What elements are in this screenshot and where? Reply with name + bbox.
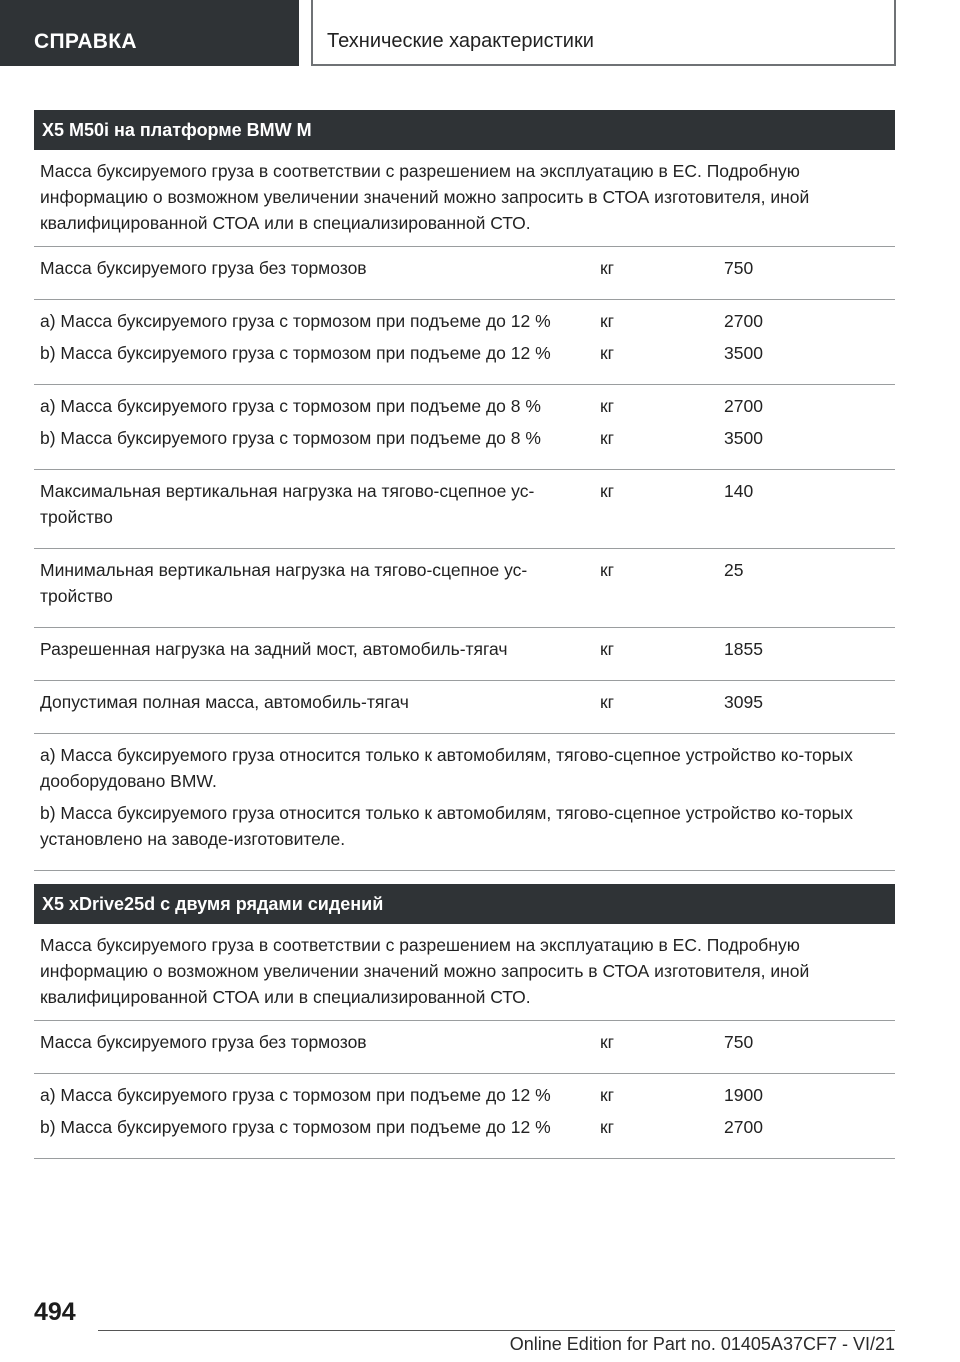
spec-label-cell [34,247,593,299]
spec-unit: кг [600,1117,615,1137]
table-row [34,549,895,628]
spec-section-x5-m50i [34,110,895,871]
spec-value-cell [724,300,895,384]
spec-value: 1855 [724,639,763,659]
section-title: X5 xDrive25d с двумя рядами сидений [34,884,895,924]
spec-unit-cell [593,1021,724,1073]
spec-label: Допустимая полная масса, автомобиль-тягач [40,692,409,712]
table-row [34,681,895,734]
spec-value: 3500 [724,343,763,363]
edition-note: Online Edition for Part no. 01405A37CF7 - VI/21 [509,1334,895,1354]
spec-table [34,1021,895,1159]
spec-value: 2700 [724,396,763,416]
spec-unit: кг [600,1032,615,1052]
spec-value: 25 [724,560,744,580]
spec-label: Минимальная вертикальная нагрузка на тягово-сцепное ус-тройство [40,560,528,606]
spec-value: 1900 [724,1085,763,1105]
spec-value-cell [724,549,895,627]
spec-unit-cell [593,549,724,627]
spec-label: a) Масса буксируемого груза с тормозом при подъеме до 12 % [40,1085,551,1105]
spec-value: 140 [724,481,754,501]
spec-value: 750 [724,258,754,278]
spec-label: Максимальная вертикальная нагрузка на тягово-сцепное ус-тройство [40,481,535,527]
table-row [34,247,895,300]
spec-unit-cell [593,1074,724,1158]
spec-label-cell [34,470,593,548]
spec-value-cell [724,1021,895,1073]
spec-unit-cell [593,247,724,299]
spec-label: Масса буксируемого груза без тормозов [40,1032,367,1052]
spec-unit: кг [600,311,615,331]
table-row [34,300,895,385]
table-row [34,1074,895,1159]
spec-unit: кг [600,639,615,659]
spec-value-cell [724,470,895,548]
spec-value: 750 [724,1032,754,1052]
footnote: a) Масса буксируемого груза относится только к автомобилям, тягово-сцепное устройство ко-торых дооборудовано BMW. [40,745,853,791]
spec-label: Разрешенная нагрузка на задний мост, автомобиль-тягач [40,639,508,659]
spec-label: a) Масса буксируемого груза с тормозом при подъеме до 12 % [40,311,551,331]
spec-label-cell [34,300,593,384]
spec-unit: кг [600,396,615,416]
spec-value-cell [724,385,895,469]
spec-value: 3095 [724,692,763,712]
spec-value: 3500 [724,428,763,448]
chapter-title: Технические характеристики [311,0,896,66]
footnote: b) Масса буксируемого груза относится только к автомобилям, тягово-сцепное устройство ко-торых установлено на заводе-изготовителе. [40,803,853,849]
spec-value-cell [724,1074,895,1158]
spec-label-cell [34,1074,593,1158]
spec-label-cell [34,549,593,627]
spec-unit-cell [593,300,724,384]
spec-label-cell [34,1021,593,1073]
spec-unit: кг [600,1085,615,1105]
table-row [34,385,895,470]
spec-unit: кг [600,258,615,278]
spec-label-cell [34,385,593,469]
spec-unit: кг [600,481,615,501]
spec-label: Масса буксируемого груза без тормозов [40,258,367,278]
table-row [34,628,895,681]
section-intro: Масса буксируемого груза в соответствии с разрешением на эксплуатацию в ЕС. Подробную информацию о возможном увеличении значений можно запросить в СТОА изготовителя, иной квалифицированной СТОА или в специализированной СТО. [34,924,895,1021]
spec-label-cell [34,628,593,680]
section-title: X5 M50i на платформе BMW M [34,110,895,150]
spec-label: b) Масса буксируемого груза с тормозом при подъеме до 8 % [40,428,541,448]
page-number: 494 [34,1298,76,1326]
spec-unit-cell [593,470,724,548]
page-header [0,0,960,66]
spec-label-cell [34,681,593,733]
table-row [34,470,895,549]
spec-value-cell [724,628,895,680]
spec-value: 2700 [724,1117,763,1137]
spec-table [34,247,895,734]
spec-unit-cell [593,681,724,733]
table-row [34,1021,895,1074]
spec-unit: кг [600,692,615,712]
section-tab: СПРАВКА [0,0,299,66]
spec-unit: кг [600,343,615,363]
spec-section-x5-xdrive25d [34,884,895,1159]
spec-unit: кг [600,560,615,580]
spec-unit-cell [593,628,724,680]
spec-label: b) Масса буксируемого груза с тормозом при подъеме до 12 % [40,343,551,363]
spec-label: a) Масса буксируемого груза с тормозом при подъеме до 8 % [40,396,541,416]
footer-divider [98,1330,895,1331]
spec-unit: кг [600,428,615,448]
section-intro: Масса буксируемого груза в соответствии с разрешением на эксплуатацию в ЕС. Подробную информацию о возможном увеличении значений можно запросить в СТОА изготовителя, иной квалифицированной СТОА или в специализированной СТО. [34,150,895,247]
spec-unit-cell [593,385,724,469]
spec-value-cell [724,247,895,299]
spec-value-cell [724,681,895,733]
footnotes [34,734,895,871]
spec-value: 2700 [724,311,763,331]
spec-label: b) Масса буксируемого груза с тормозом при подъеме до 12 % [40,1117,551,1137]
